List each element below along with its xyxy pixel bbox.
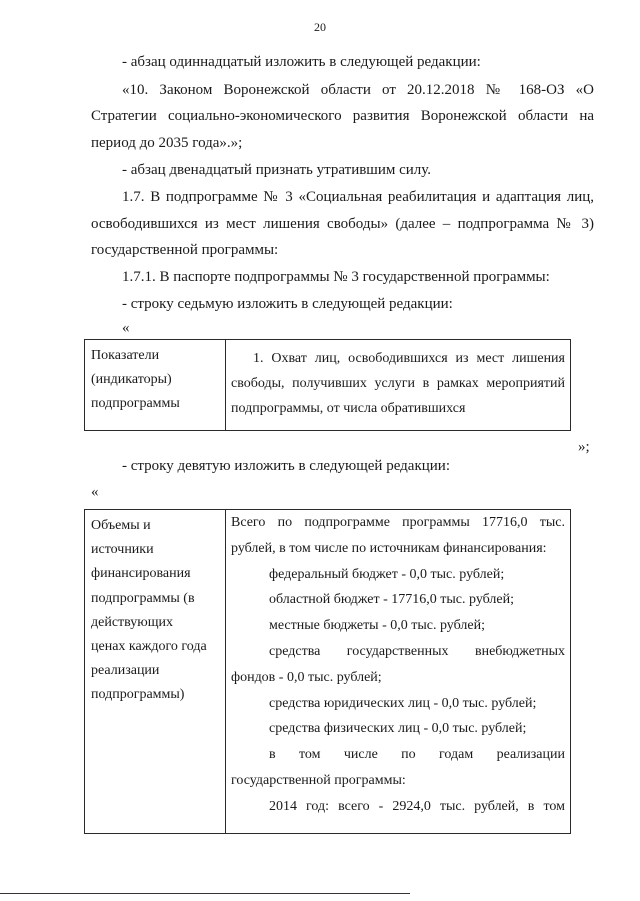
table-cell-label: Объемы и bbox=[91, 518, 151, 533]
table-cell-label: Показатели bbox=[91, 348, 160, 363]
table-cell-label: источники bbox=[91, 542, 154, 558]
table-cell-label: подпрограммы) bbox=[91, 687, 185, 703]
table-cell-label: (индикаторы) bbox=[91, 372, 172, 388]
financing-line: государственной программы: bbox=[231, 772, 406, 788]
page-number: 20 bbox=[314, 20, 326, 34]
financing-line: средства юридических лиц - 0,0 тыс. рублей; bbox=[269, 695, 537, 711]
financing-line: средства государственных внебюджетных bbox=[269, 643, 565, 659]
paragraph-law-line-1: «10. Законом Воронежской области от 20.12.2018 № 168-ОЗ «О bbox=[122, 82, 594, 98]
indicators-table bbox=[84, 339, 571, 431]
paragraph-subprogram-line-1: 1.7. В подпрограмме № 3 «Социальная реабилитация и адаптация лиц, bbox=[122, 189, 594, 205]
bottom-rule bbox=[0, 893, 410, 894]
table-row bbox=[85, 340, 571, 431]
financing-line: в том числе по годам реализации bbox=[269, 747, 565, 763]
paragraph-law-line-2: Стратегии социально-экономического развития Воронежской области на bbox=[91, 108, 594, 124]
paragraph-subprogram-line-2: освободившихся из мест лишения свободы» (далее – подпрограмма № 3) bbox=[91, 216, 594, 232]
paragraph-amend-12: - абзац двенадцатый признать утратившим силу. bbox=[122, 162, 432, 178]
paragraph-subprogram-line-3: государственной программы: bbox=[91, 242, 279, 258]
paragraph-row-nine: - строку девятую изложить в следующей редакции: bbox=[122, 458, 451, 474]
financing-line: федеральный бюджет - 0,0 тыс. рублей; bbox=[269, 566, 505, 582]
table-cell-label: реализации bbox=[91, 663, 160, 679]
financing-label-cell bbox=[85, 510, 226, 834]
financing-line: Всего по подпрограмме программы 17716,0 тыс. bbox=[231, 515, 565, 530]
indicators-value-cell bbox=[226, 340, 571, 431]
indicators-label-cell bbox=[85, 340, 226, 431]
paragraph-law-line-3: период до 2035 года».»; bbox=[91, 135, 243, 151]
financing-line: фондов - 0,0 тыс. рублей; bbox=[231, 669, 382, 685]
table-cell-label: финансирования bbox=[91, 566, 191, 582]
close-quote: »; bbox=[578, 439, 590, 455]
financing-line: средства физических лиц - 0,0 тыс. рублей; bbox=[269, 721, 527, 737]
paragraph-passport: 1.7.1. В паспорте подпрограммы № 3 государственной программы: bbox=[122, 269, 550, 285]
financing-value-cell bbox=[226, 510, 571, 834]
open-quote: « bbox=[122, 320, 130, 336]
table-cell-label: ценах каждого года bbox=[91, 639, 207, 655]
table-cell-label: действующих bbox=[91, 614, 174, 630]
paragraph-row-seven: - строку седьмую изложить в следующей редакции: bbox=[122, 296, 453, 312]
financing-line: 2014 год: всего - 2924,0 тыс. рублей, в том bbox=[269, 798, 565, 814]
financing-line: рублей, в том числе по источникам финансирования: bbox=[231, 540, 547, 556]
financing-line: областной бюджет - 17716,0 тыс. рублей; bbox=[269, 592, 514, 608]
financing-line: местные бюджеты - 0,0 тыс. рублей; bbox=[269, 618, 485, 634]
open-quote: « bbox=[91, 484, 99, 500]
paragraph-amend-11: - абзац одиннадцатый изложить в следующей редакции: bbox=[122, 54, 481, 70]
table-row bbox=[85, 510, 571, 834]
indicator-text: 1. Охват лиц, освободившихся из мест лишения свободы, получивших услуги в рамках мероприятий подпрограммы, от числа обратившихся bbox=[231, 351, 565, 416]
table-cell-label: подпрограммы (в bbox=[91, 590, 195, 606]
financing-table bbox=[84, 509, 571, 834]
table-cell-label: подпрограммы bbox=[91, 396, 180, 412]
